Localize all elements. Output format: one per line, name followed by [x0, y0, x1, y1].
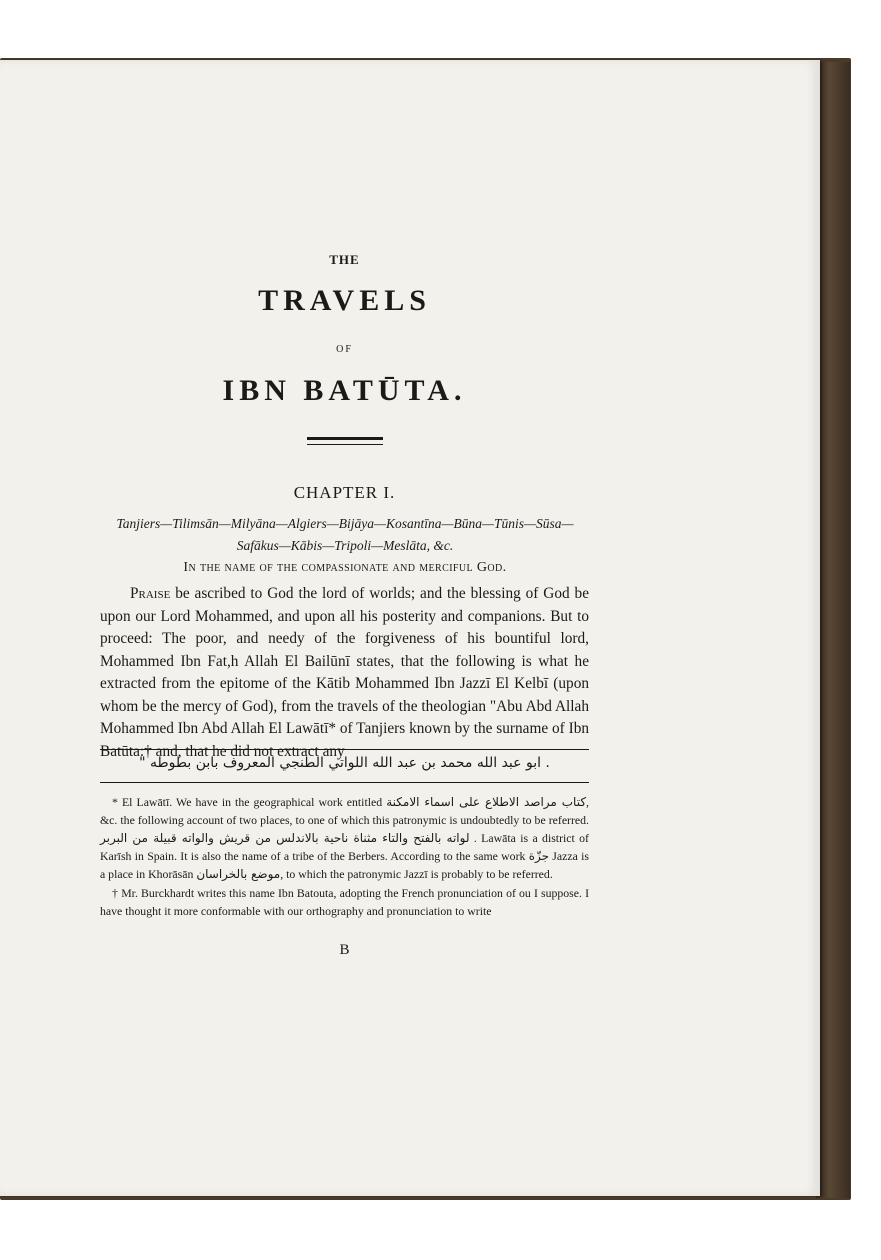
footnote-1-arabic-1: كتاب مراصد الاطلاع على اسماء الامكنة	[386, 795, 587, 809]
invocation-line: In the name of the compassionate and merciful God.	[183, 560, 507, 575]
footnotes	[100, 793, 589, 921]
footnote-1	[100, 793, 589, 883]
divider-bottom	[100, 782, 589, 783]
footnote-1-text-1: , &c. the following account of two places, to one of which this patronymic is undoubtedly to be referred.	[100, 795, 589, 827]
first-word: Praise	[130, 585, 171, 602]
title-the: THE	[329, 252, 360, 267]
footnote-1-text-3: Jazza is a place in Khorāsān	[100, 849, 589, 881]
footnote-1-arabic-4: موضع بالخراسان	[196, 867, 281, 881]
paragraph-text: be ascribed to God the lord of worlds; and the blessing of God be upon our Lord Mohammed, and upon all his posterity and companions. But to proceed: The poor, and needy of the forgiveness of his bountiful lord, Mohammed Ibn Fat,h Allah El Bailūnī states, that the following is what he extracted from the epitome of the Kātib Mohammed Ibn Jazzī El Kelbī (upon whom be the mercy of God), from the travels of the theologian "Abu Abd Allah Mohammed Ibn Abd Allah El Lawātī* of Tanjiers known by the surname of Ibn Batūta:† and, that he did not extract any	[100, 585, 589, 760]
chapter-contents: Tanjiers—Tilimsān—Milyāna—Algiers—Bijāya—Kosantīna—Būna—Tūnis—Sūsa—Safākus—Kābis—Tripoli—Meslāta, &c.	[116, 516, 574, 553]
footnote-1-arabic-3: جزّة	[528, 849, 550, 863]
main-paragraph	[100, 583, 589, 763]
title-travels: TRAVELS	[258, 284, 431, 317]
title-ibn-batuta: IBN BATŪTA.	[222, 374, 467, 407]
title-rule	[307, 437, 383, 445]
book-cover-edge	[816, 62, 850, 1198]
signature-mark: B	[339, 942, 350, 958]
title-of: OF	[336, 344, 353, 355]
footnote-1-arabic-2: لواته بالفتح والتاء مثناة ناحية بالاندلس من قريش والواته قبيلة من البربر	[100, 831, 470, 845]
chapter-heading: CHAPTER I.	[293, 483, 396, 502]
arabic-quote: " ابو عبد الله محمد بن عبد الله اللواتي الطنجي المعروف بابن بطوطه .	[139, 755, 550, 771]
footnote-1-text-4: , to which the patronymic Jazzī is probably to be referred.	[280, 867, 553, 881]
footnote-2: † Mr. Burckhardt writes this name Ibn Batouta, adopting the French pronunciation of ou I suppose. I have thought it more conformable with our orthography and pronunciation to write	[100, 886, 589, 918]
divider-top	[100, 749, 589, 750]
footnote-1-text-2: . Lawāta is a district of Karīsh in Spain. It is also the name of a tribe of the Berbers. According to the same work	[100, 831, 589, 863]
footnote-1-lead: * El Lawātī. We have in the geographical work entitled	[112, 795, 387, 809]
